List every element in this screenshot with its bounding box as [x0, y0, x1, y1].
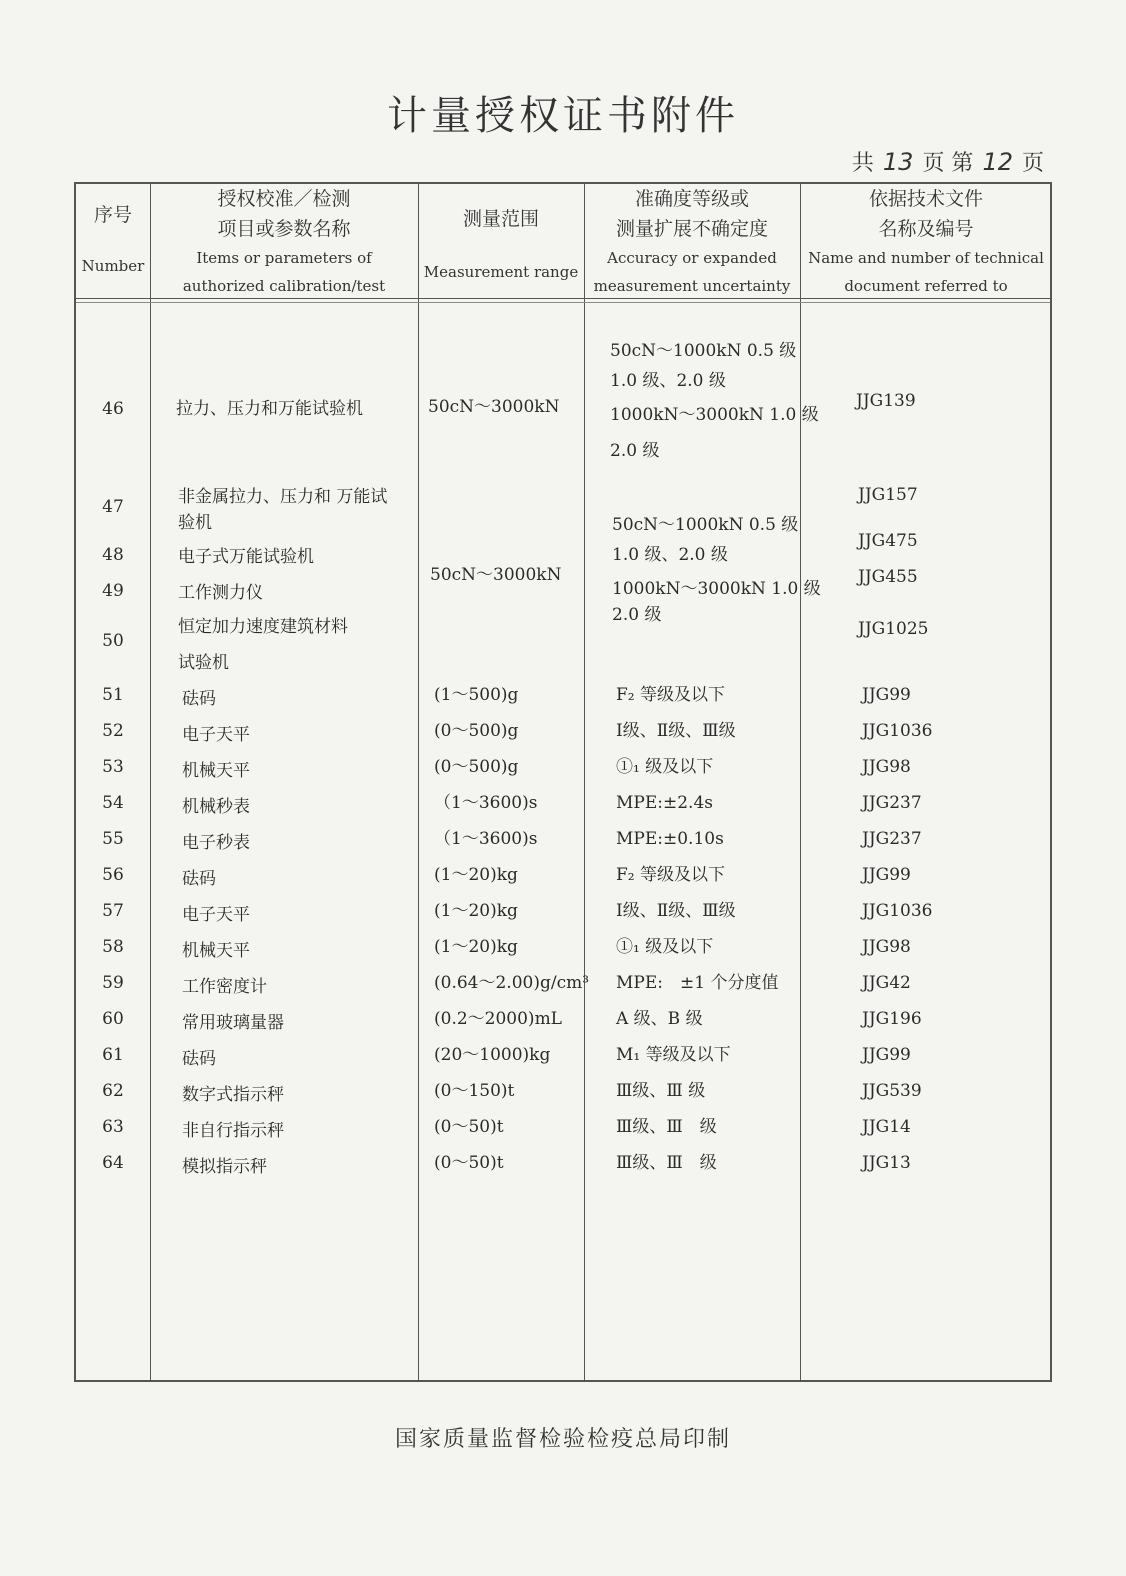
page-mid: 页 第 — [922, 151, 974, 176]
row-number: 54 — [102, 793, 124, 813]
row-document: JJG475 — [858, 531, 918, 551]
row-accuracy: ①₁ 级及以下 — [616, 757, 714, 777]
row-accuracy: A 级、B 级 — [616, 1009, 703, 1029]
row-item: 模拟指示秤 — [182, 1157, 267, 1177]
header-range-zh: 测量范围 — [462, 208, 539, 230]
row-item: 验机 — [178, 513, 212, 533]
row-accuracy: 1000kN～3000kN 1.0 级 — [610, 405, 819, 425]
row-accuracy: 1.0 级、2.0 级 — [612, 545, 728, 565]
column-divider — [584, 184, 585, 1380]
row-range: (0～150)t — [434, 1081, 515, 1101]
row-range: (0～50)t — [434, 1117, 504, 1137]
row-item: 电子式万能试验机 — [178, 547, 314, 567]
row-item: 电子天平 — [182, 905, 250, 925]
header-number-zh: 序号 — [93, 204, 132, 226]
header-item-en1: Items or parameters of — [196, 249, 372, 267]
row-number: 51 — [102, 685, 124, 705]
row-number: 60 — [102, 1009, 124, 1029]
row-document: JJG157 — [858, 485, 918, 505]
row-item: 机械天平 — [182, 941, 250, 961]
row-range: (0～500)g — [434, 721, 519, 741]
row-accuracy: Ⅲ级、Ⅲ 级 — [616, 1081, 706, 1101]
row-accuracy: MPE:±0.10s — [616, 829, 724, 849]
header-accuracy — [584, 184, 800, 298]
row-number: 52 — [102, 721, 124, 741]
header-item-zh2: 项目或参数名称 — [217, 218, 351, 240]
row-number: 55 — [102, 829, 124, 849]
row-accuracy: 1000kN～3000kN 1.0 级 — [612, 579, 821, 599]
header-accuracy-zh2: 测量扩展不确定度 — [615, 218, 768, 240]
page-total: 13 — [882, 148, 914, 176]
header-number — [76, 184, 150, 298]
page-prefix: 共 — [851, 151, 874, 176]
row-document: JJG13 — [862, 1153, 911, 1173]
row-document: JJG539 — [862, 1081, 922, 1101]
header-range-en: Measurement range — [423, 263, 579, 281]
row-item: 机械秒表 — [182, 797, 250, 817]
page-title: 计量授权证书附件 — [387, 93, 739, 139]
row-document: JJG98 — [862, 937, 911, 957]
row-accuracy: 1.0 级、2.0 级 — [610, 371, 726, 391]
header-document-zh2: 名称及编号 — [878, 218, 974, 240]
row-document: JJG237 — [862, 793, 922, 813]
row-range: (1～20)kg — [434, 901, 518, 921]
row-accuracy: MPE:±2.4s — [616, 793, 713, 813]
row-document: JJG1025 — [858, 619, 929, 639]
row-number: 58 — [102, 937, 124, 957]
row-number: 47 — [102, 497, 124, 517]
page-suffix: 页 — [1021, 151, 1044, 176]
column-divider — [800, 184, 801, 1380]
row-range: 50cN～3000kN — [430, 565, 562, 585]
header-document-en2: document referred to — [844, 277, 1008, 295]
row-number: 62 — [102, 1081, 124, 1101]
row-item: 试验机 — [178, 653, 229, 673]
header-accuracy-en2: measurement uncertainty — [593, 277, 791, 295]
header-document-en1: Name and number of technical — [808, 249, 1044, 267]
row-accuracy: F₂ 等级及以下 — [616, 865, 726, 885]
row-accuracy: 2.0 级 — [612, 605, 662, 625]
page-current: 12 — [982, 148, 1013, 176]
row-number: 48 — [102, 545, 124, 565]
row-item: 恒定加力速度建筑材料 — [178, 617, 348, 637]
row-document: JJG99 — [862, 865, 911, 885]
row-number: 59 — [102, 973, 124, 993]
header-divider-double — [76, 302, 1050, 303]
row-range: (0.64～2.00)g/cm³ — [434, 973, 590, 993]
row-range: (0.2～2000)mL — [434, 1009, 562, 1029]
row-number: 53 — [102, 757, 124, 777]
row-accuracy: 50cN～1000kN 0.5 级 — [612, 515, 799, 535]
header-document-zh1: 依据技术文件 — [868, 188, 983, 210]
row-document: JJG42 — [862, 973, 911, 993]
header-accuracy-en1: Accuracy or expanded — [607, 249, 777, 267]
row-document: JJG99 — [862, 685, 911, 705]
row-range: (1～20)kg — [434, 865, 518, 885]
row-range: (1～20)kg — [434, 937, 518, 957]
row-item: 非金属拉力、压力和 万能试 — [178, 487, 388, 507]
row-document: JJG196 — [862, 1009, 922, 1029]
row-number: 50 — [102, 631, 124, 651]
row-item: 非自行指示秤 — [182, 1121, 284, 1141]
row-range: (1～500)g — [434, 685, 519, 705]
row-document: JJG99 — [862, 1045, 911, 1065]
row-document: JJG237 — [862, 829, 922, 849]
row-accuracy: Ⅰ级、Ⅱ级、Ⅲ级 — [616, 901, 736, 921]
row-number: 46 — [102, 399, 124, 419]
row-item: 砝码 — [182, 869, 216, 889]
row-number: 56 — [102, 865, 124, 885]
row-range: (0～50)t — [434, 1153, 504, 1173]
row-item: 电子天平 — [182, 725, 250, 745]
header-range — [418, 184, 584, 298]
row-range: (20～1000)kg — [434, 1045, 551, 1065]
header-item — [150, 184, 418, 298]
row-document: JJG14 — [862, 1117, 911, 1137]
page-counter — [852, 146, 1044, 177]
row-number: 57 — [102, 901, 124, 921]
row-accuracy: Ⅲ级、Ⅲ 级 — [616, 1153, 717, 1173]
row-range: (0～500)g — [434, 757, 519, 777]
row-document: JJG1036 — [862, 721, 933, 741]
row-number: 64 — [102, 1153, 124, 1173]
header-number-en: Number — [81, 257, 145, 275]
header-item-zh1: 授权校准／检测 — [217, 188, 351, 210]
row-item: 数字式指示秤 — [182, 1085, 284, 1105]
row-number: 63 — [102, 1117, 124, 1137]
row-item: 砝码 — [182, 1049, 216, 1069]
row-accuracy: MPE: ±1 个分度值 — [616, 973, 779, 993]
row-range: 50cN～3000kN — [428, 397, 560, 417]
row-document: JJG98 — [862, 757, 911, 777]
header-document — [800, 184, 1052, 298]
row-accuracy: Ⅲ级、Ⅲ 级 — [616, 1117, 717, 1137]
row-item: 常用玻璃量器 — [182, 1013, 284, 1033]
footer-printer: 国家质量监督检验检疫总局印制 — [394, 1427, 731, 1452]
row-document: JJG139 — [856, 391, 916, 411]
header-item-en2: authorized calibration/test — [182, 277, 386, 295]
row-item: 电子秒表 — [182, 833, 250, 853]
row-item: 工作测力仪 — [178, 583, 263, 603]
row-number: 49 — [102, 581, 124, 601]
header-accuracy-zh1: 准确度等级或 — [634, 188, 749, 210]
row-accuracy: M₁ 等级及以下 — [616, 1045, 731, 1065]
row-document: JJG455 — [858, 567, 918, 587]
row-number: 61 — [102, 1045, 124, 1065]
row-item: 机械天平 — [182, 761, 250, 781]
row-item: 工作密度计 — [182, 977, 267, 997]
row-item: 拉力、压力和万能试验机 — [176, 399, 363, 419]
row-accuracy: ①₁ 级及以下 — [616, 937, 714, 957]
row-accuracy: Ⅰ级、Ⅱ级、Ⅲ级 — [616, 721, 736, 741]
row-item: 砝码 — [182, 689, 216, 709]
row-accuracy: 50cN～1000kN 0.5 级 — [610, 341, 797, 361]
authorization-table — [74, 182, 1052, 1382]
column-divider — [150, 184, 151, 1380]
row-accuracy: 2.0 级 — [610, 441, 660, 461]
row-range: （1～3600)s — [434, 829, 538, 849]
row-accuracy: F₂ 等级及以下 — [616, 685, 726, 705]
row-document: JJG1036 — [862, 901, 933, 921]
column-divider — [418, 184, 419, 1380]
row-range: （1～3600)s — [434, 793, 538, 813]
